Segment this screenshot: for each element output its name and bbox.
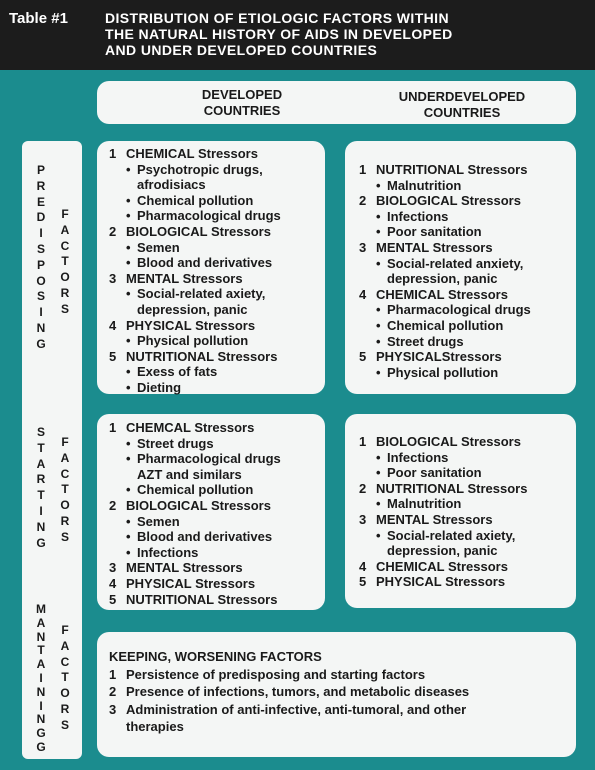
bullet-icon: • <box>376 449 381 465</box>
bullet-icon: • <box>126 544 131 560</box>
row-label-strip <box>22 141 82 759</box>
maintaining-item-1: 1 Persistence of predisposing and starting factors <box>109 666 426 682</box>
stressor-label: PHYSICAL Stressors <box>126 575 256 591</box>
bullet-icon: • <box>376 465 381 481</box>
starting-letter: I <box>39 503 43 518</box>
bullet-icon: • <box>376 527 381 543</box>
stressor-label: NUTRITIONAL Stressors <box>376 480 528 496</box>
mantaining-letter: G <box>36 739 46 754</box>
stressor-label: MENTAL Stressors <box>376 511 493 527</box>
stressor-subitem <box>109 240 325 256</box>
predisposing-letter: I <box>39 226 43 241</box>
stressor-label: MENTAL Stressors <box>376 239 493 255</box>
starting-factors-letter: C <box>60 466 70 481</box>
stressor-item <box>109 146 325 162</box>
stressor-subitem-text: Pharmacological drugs <box>137 208 281 224</box>
stressor-item <box>109 592 325 608</box>
mantaining-factors-letter: S <box>60 717 69 732</box>
stressor-label: CHEMICAL Stressors <box>376 286 508 302</box>
stressor-number: 2 <box>359 480 367 496</box>
stressor-number: 4 <box>359 558 367 574</box>
mantaining-letter: T <box>37 643 45 658</box>
predisposing-letter: O <box>36 273 46 288</box>
stressor-subitem <box>359 543 576 559</box>
bullet-icon: • <box>126 451 131 467</box>
table-number: Table #1 <box>9 10 68 27</box>
stressor-number: 2 <box>109 223 117 239</box>
stressor-subitem <box>109 208 325 224</box>
stressor-subitem-text: Social-related axiety, <box>387 527 516 543</box>
stressor-subitem <box>109 364 325 380</box>
stressor-subitem <box>109 380 325 396</box>
stressor-label: BIOLOGICAL Stressors <box>376 193 521 209</box>
stressor-item <box>109 420 325 436</box>
stressor-subitem-text: Infections <box>137 544 199 560</box>
starting-letter: N <box>36 519 46 534</box>
stressor-subitem <box>109 302 325 318</box>
starting-letter: R <box>36 472 46 487</box>
stressor-subitem-text: Semen <box>137 239 180 255</box>
stressor-label: MENTAL Stressors <box>126 560 243 576</box>
starting-letter: A <box>36 456 46 471</box>
bullet-icon: • <box>126 333 131 349</box>
stressor-subitem-text: Chemical pollution <box>387 317 504 333</box>
label-mantaining-factors <box>58 623 72 734</box>
stressor-subitem <box>359 334 576 350</box>
stressor-subitem <box>109 436 325 452</box>
stressor-subitem-text: Malnutrition <box>387 496 462 512</box>
mantaining-letter: G <box>36 726 46 741</box>
stressor-subitem <box>359 496 576 512</box>
stressor-label: PHYSICAL Stressors <box>376 574 506 590</box>
stressor-subitem <box>109 514 325 530</box>
stressor-subitem-text: Social-related axiety, <box>137 286 266 302</box>
stressor-subitem-text: Semen <box>137 513 180 529</box>
stressor-subitem-text: Pharmacological drugs <box>387 302 531 318</box>
stressor-subitem-text: afrodisiacs <box>137 177 206 193</box>
stressor-subitem-text: Infections <box>387 449 449 465</box>
stressor-subitem <box>109 255 325 271</box>
stressor-item <box>359 193 576 209</box>
starting-developed-box <box>97 414 325 610</box>
stressor-subitem <box>359 465 576 481</box>
maintaining-item-2: 2 Presence of infections, tumors, and metabolic diseases <box>109 684 470 699</box>
stressor-label: NUTRITIONAL Stressors <box>376 162 528 177</box>
stressor-subitem <box>109 529 325 545</box>
starting-factors-letter: O <box>60 498 70 513</box>
predisposing-letter: P <box>36 163 45 177</box>
mantaining-letter: A <box>36 657 46 672</box>
maintaining-title: KEEPING, WORSENING FACTORS <box>109 649 322 664</box>
stressor-subitem-text: Dieting <box>137 379 182 395</box>
predisposing-letter: N <box>36 320 46 335</box>
stressor-number: 4 <box>109 575 117 591</box>
predisposing-factors-letter: T <box>61 254 69 269</box>
bullet-icon: • <box>376 177 381 193</box>
bullet-icon: • <box>376 224 381 240</box>
predisposing-letter: R <box>36 178 46 193</box>
bullet-icon: • <box>126 364 131 380</box>
column-header-box <box>97 81 576 124</box>
starting-letter: T <box>37 440 45 455</box>
mantaining-factors-letter: R <box>60 701 70 716</box>
column-header-underdeveloped: UNDERDEVELOPED COUNTRIES <box>398 89 526 120</box>
stressor-subitem <box>359 318 576 334</box>
stressor-number: 3 <box>359 239 367 255</box>
stressor-subitem-text: depression, panic <box>137 301 248 317</box>
table-title <box>105 10 453 58</box>
stressor-number: 5 <box>109 348 117 364</box>
stressor-subitem-text: Street drugs <box>137 435 214 451</box>
stressor-label: PHYSICALStressors <box>376 349 502 365</box>
bullet-icon: • <box>126 482 131 498</box>
predisposing-factors-letter: C <box>60 238 70 253</box>
starting-letter: T <box>37 488 45 503</box>
stressor-subitem-text: AZT and similars <box>137 466 242 482</box>
stressor-subitem-text: Psychotropic drugs, <box>137 161 263 177</box>
predisposing-factors-letter: O <box>60 270 70 285</box>
stressor-subitem-text: Blood and derivatives <box>137 255 273 271</box>
bullet-icon: • <box>376 496 381 512</box>
stressor-subitem-text: Street drugs <box>387 333 464 349</box>
stressor-subitem <box>359 302 576 318</box>
stressor-subitem <box>109 545 325 561</box>
starting-underdeveloped-box <box>345 414 576 608</box>
label-mantaining <box>34 603 48 755</box>
predisposing-letter: E <box>36 194 45 209</box>
bullet-icon: • <box>126 529 131 545</box>
stressor-subitem <box>109 193 325 209</box>
label-predisposing-factors <box>58 207 72 318</box>
bullet-icon: • <box>126 379 131 395</box>
mantaining-letter: M <box>36 602 46 616</box>
stressor-subitem <box>359 450 576 466</box>
stressor-number: 1 <box>109 146 117 161</box>
predisposing-letter: S <box>36 289 45 304</box>
stressor-number: 5 <box>109 591 117 607</box>
stressor-label: BIOLOGICAL Stressors <box>126 223 271 239</box>
stressor-number: 1 <box>359 162 367 177</box>
label-predisposing <box>34 163 48 353</box>
mantaining-letter: N <box>36 629 46 644</box>
stressor-label: NUTRITIONAL Stressors <box>126 348 278 364</box>
bullet-icon: • <box>376 317 381 333</box>
starting-factors-letter: F <box>61 435 69 449</box>
bullet-icon: • <box>376 255 381 271</box>
stressor-subitem <box>359 224 576 240</box>
bullet-icon: • <box>126 435 131 451</box>
bullet-icon: • <box>376 364 381 380</box>
stressor-subitem-text: Chemical pollution <box>137 192 254 208</box>
bullet-icon: • <box>126 161 131 177</box>
starting-letter: S <box>36 425 45 439</box>
stressor-label: CHEMICAL Stressors <box>376 558 508 574</box>
label-starting <box>34 425 48 551</box>
predisposing-underdeveloped-box <box>345 141 576 394</box>
stressor-subitem <box>109 162 325 178</box>
maintaining-item-3-continuation: therapies <box>126 719 184 734</box>
stressor-item <box>109 349 325 365</box>
bullet-icon: • <box>376 208 381 224</box>
stressor-item <box>109 224 325 240</box>
bullet-icon: • <box>126 286 131 302</box>
mantaining-letter: N <box>36 684 46 699</box>
stressor-item <box>109 271 325 287</box>
stressor-subitem-text: depression, panic <box>387 271 498 287</box>
stressor-subitem <box>359 209 576 225</box>
stressor-label: CHEMCAL Stressors <box>126 420 255 435</box>
mantaining-factors-letter: T <box>61 670 69 685</box>
predisposing-letter: I <box>39 305 43 320</box>
stressor-number: 5 <box>359 349 367 365</box>
stressor-subitem-text: Pharmacological drugs <box>137 451 281 467</box>
starting-factors-letter: R <box>60 513 70 528</box>
stressor-number: 4 <box>359 286 367 302</box>
bullet-icon: • <box>126 208 131 224</box>
predisposing-letter: D <box>36 210 46 225</box>
stressor-label: MENTAL Stressors <box>126 270 243 286</box>
predisposing-developed-box <box>97 141 325 394</box>
stressor-subitem-text: Infections <box>387 208 449 224</box>
stressor-item <box>359 434 576 450</box>
stressor-subitem-text: Poor sanitation <box>387 224 482 240</box>
stressor-item <box>109 318 325 334</box>
stressor-subitem-text: Physical pollution <box>137 333 249 349</box>
maintaining-item-3: 3 Administration of anti-infective, anti-tumoral, and other <box>109 701 467 717</box>
stressor-subitem-text: Exess of fats <box>137 364 218 380</box>
stressor-subitem-text: Social-related anxiety, <box>387 255 524 271</box>
predisposing-letter: S <box>36 241 45 256</box>
starting-factors-letter: T <box>61 482 69 497</box>
stressor-number: 5 <box>359 574 367 590</box>
stressor-item <box>359 349 576 365</box>
stressor-number: 3 <box>109 270 117 286</box>
stressor-number: 3 <box>359 511 367 527</box>
stressor-label: NUTRITIONAL Stressors <box>126 591 278 607</box>
mantaining-letter: A <box>36 615 46 630</box>
title-line: THE NATURAL HISTORY OF AIDS IN DEVELOPED <box>105 26 453 42</box>
stressor-subitem <box>109 177 325 193</box>
predisposing-factors-letter: A <box>60 222 70 237</box>
stressor-item <box>359 559 576 575</box>
stressor-subitem-text: Malnutrition <box>387 177 462 193</box>
stressor-subitem <box>359 271 576 287</box>
stressor-subitem <box>359 365 576 381</box>
stressor-subitem <box>109 451 325 467</box>
label-starting-factors <box>58 435 72 546</box>
stressor-item <box>109 560 325 576</box>
starting-factors-letter: S <box>60 529 69 544</box>
stressor-item <box>359 162 576 178</box>
title-line: AND UNDER DEVELOPED COUNTRIES <box>105 42 378 58</box>
stressor-label: BIOLOGICAL Stressors <box>376 434 521 449</box>
bullet-icon: • <box>126 513 131 529</box>
predisposing-letter: P <box>36 257 45 272</box>
bullet-icon: • <box>376 302 381 318</box>
stressor-item <box>109 498 325 514</box>
starting-factors-letter: A <box>60 450 70 465</box>
column-header-developed: DEVELOPED COUNTRIES <box>201 87 283 118</box>
stressor-subitem <box>109 482 325 498</box>
stressor-subitem-text: Poor sanitation <box>387 465 482 481</box>
table-header <box>0 0 595 70</box>
stressor-item <box>359 481 576 497</box>
stressor-label: CHEMICAL Stressors <box>126 146 258 161</box>
stressor-subitem-text: Physical pollution <box>387 364 499 380</box>
stressor-number: 1 <box>109 420 117 435</box>
mantaining-factors-letter: A <box>60 638 70 653</box>
mantaining-letter: I <box>39 698 43 713</box>
stressor-subitem-text: Chemical pollution <box>137 482 254 498</box>
stressor-label: BIOLOGICAL Stressors <box>126 497 271 513</box>
mantaining-factors-letter: O <box>60 686 70 701</box>
stressor-item <box>359 512 576 528</box>
stressor-subitem-text: Blood and derivatives <box>137 529 273 545</box>
stressor-number: 3 <box>109 560 117 576</box>
mantaining-factors-letter: F <box>61 623 69 637</box>
stressor-label: PHYSICAL Stressors <box>126 317 256 333</box>
stressor-subitem <box>109 286 325 302</box>
stressor-item <box>109 576 325 592</box>
starting-letter: G <box>36 535 46 550</box>
mantaining-letter: I <box>39 670 43 685</box>
bullet-icon: • <box>126 239 131 255</box>
predisposing-factors-letter: F <box>61 207 69 221</box>
bullet-icon: • <box>126 255 131 271</box>
predisposing-letter: G <box>36 336 46 351</box>
stressor-number: 4 <box>109 317 117 333</box>
stressor-subitem-text: depression, panic <box>387 543 498 559</box>
bullet-icon: • <box>376 333 381 349</box>
mantaining-letter: N <box>36 712 46 727</box>
predisposing-factors-letter: S <box>60 301 69 316</box>
mantaining-factors-letter: C <box>60 654 70 669</box>
stressor-number: 2 <box>359 193 367 209</box>
stressor-subitem <box>359 178 576 194</box>
title-line: DISTRIBUTION OF ETIOLOGIC FACTORS WITHIN <box>105 10 449 26</box>
maintaining-box <box>97 632 576 757</box>
stressor-number: 1 <box>359 434 367 449</box>
stressor-item <box>359 240 576 256</box>
stressor-subitem <box>109 333 325 349</box>
stressor-subitem <box>109 467 325 483</box>
stressor-item <box>359 287 576 303</box>
stressor-number: 2 <box>109 497 117 513</box>
stressor-item <box>359 574 576 590</box>
stressor-subitem <box>359 256 576 272</box>
predisposing-factors-letter: R <box>60 285 70 300</box>
stressor-subitem <box>359 528 576 544</box>
bullet-icon: • <box>126 192 131 208</box>
